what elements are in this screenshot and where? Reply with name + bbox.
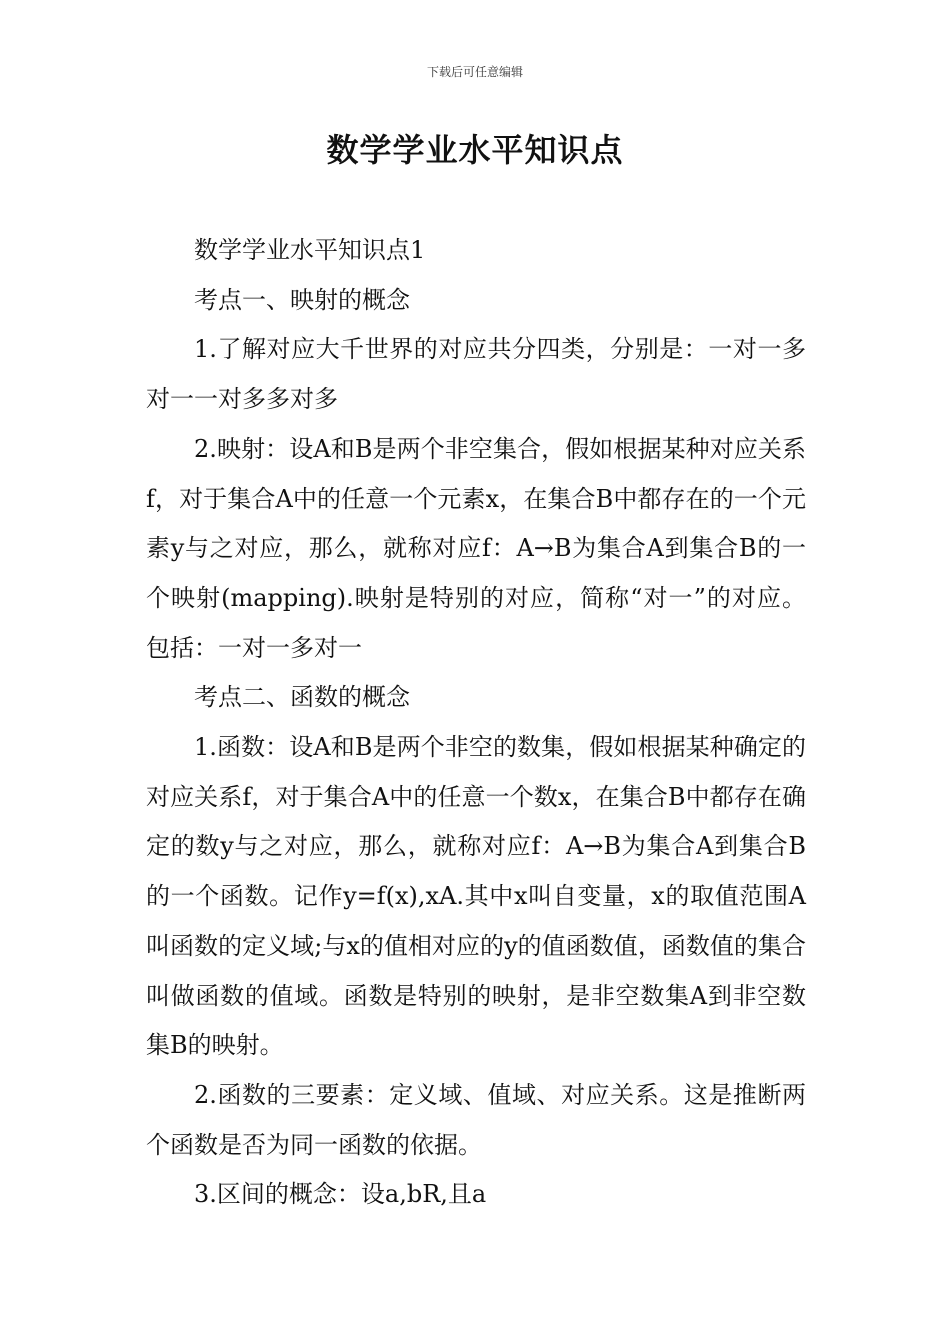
document-body [146, 226, 806, 1220]
section-heading: 考点一、映射的概念 [194, 285, 410, 314]
paragraph: 3.区间的概念：设a,bR,且a [194, 1180, 487, 1209]
paragraph: 1.了解对应大千世界的对应共分四类，分别是：一对一多对一一对多多对多 [146, 335, 806, 414]
document-title: 数学学业水平知识点 [326, 131, 624, 169]
paragraph: 2.映射：设A和B是两个非空集合，假如根据某种对应关系f，对于集合A中的任意一个元素x，在集合B中都存在的一个元素y与之对应，那么，就称对应f：A→B为集合A到集合B的一个映射(mapping).映射是特别的对应，简称“对一”的对应。包括：一对一多对一 [146, 434, 806, 662]
paragraph: 2.函数的三要素：定义域、值域、对应关系。这是推断两个函数是否为同一函数的依据。 [146, 1080, 806, 1159]
header-note: 下载后可任意编辑 [426, 65, 523, 79]
section-heading: 考点二、函数的概念 [194, 683, 410, 712]
paragraph: 数学学业水平知识点1 [194, 236, 426, 264]
paragraph: 1.函数：设A和B是两个非空的数集，假如根据某种确定的对应关系f，对于集合A中的任意一个数x，在集合B中都存在确定的数y与之对应，那么，就称对应f：A→B为集合A到集合B的一个函数。记作y=f(x),xA.其中x叫自变量，x的取值范围A叫函数的定义域;与x的值相对应的y的值函数值，函数值的集合叫做函数的值域。函数是特别的映射，是非空数集A到非空数集B的映射。 [146, 733, 806, 1060]
